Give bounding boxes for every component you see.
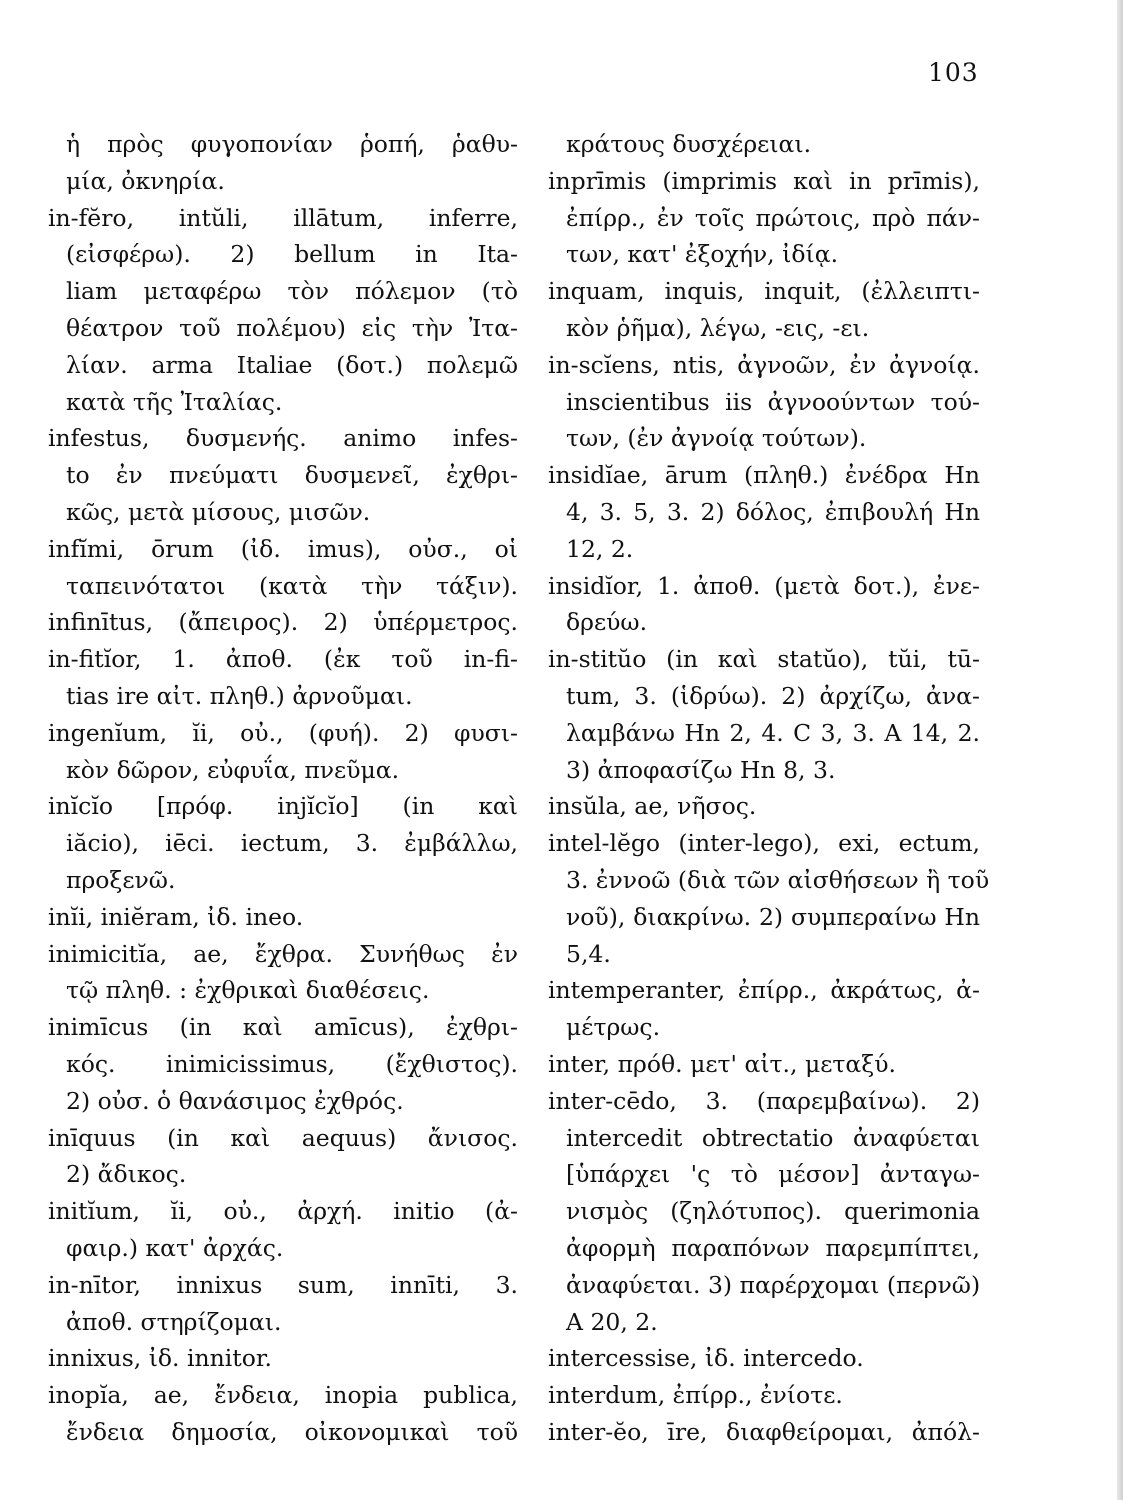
entry-line: λαμβάνω Hn 2, 4. C 3, 3. A 14, 2. [566,718,980,747]
entry-line: ἡ πρὸς φυγοπονίαν ῥοπή, ῥαθυ- [66,130,518,158]
entry-line: intel-lĕgo (inter-lego), exi, ectum, [548,829,980,858]
entry-line: ἀποθ. στηρίζομαι. [66,1307,282,1336]
entry-line: ἀφορμὴ παραπόνων παρεμπίπτει, [566,1233,980,1262]
page-number: 103 [928,58,979,87]
entry-line: inĭcĭo [πρόφ. injĭcĭo] (in καὶ [48,792,518,821]
entry-line: λίαν. arma Italiae (δοτ.) πολεμῶ [66,350,518,379]
entry-line: insidĭae, ārum (πληθ.) ἐνέδρα Hn [548,461,980,490]
entry-line: 2) ἄδικος. [66,1160,187,1189]
entry-line: infĭmi, ōrum (ἰδ. imus), οὐσ., οἱ [48,534,518,563]
entry-line: (εἰσφέρω). 2) bellum in Ita- [66,240,518,269]
entry-line: inter-cēdo, 3. (παρεμβαίνω). 2) [548,1086,980,1115]
entry-line: insidĭor, 1. ἀποθ. (μετὰ δοτ.), ἐνε- [548,571,980,600]
entry-line: κατὰ τῆς Ἰταλίας. [66,387,283,416]
page-edge-shadow [1117,0,1123,1500]
entry-line: inimicitĭa, ae, ἔχθρα. Συνήθως ἐν [48,939,518,968]
entry-line: 5,4. [566,939,611,968]
entry-line: tum, 3. (ἱδρύω). 2) ἀρχίζω, ἀνα- [566,681,980,710]
entry-line: φαιρ.) κατ' ἀρχάς. [66,1233,284,1262]
entry-line: infinītus, (ἄπειρος). 2) ὑπέρμετρος. [48,608,518,637]
entry-line: in-fĕro, intŭli, illātum, inferre, [48,203,518,232]
entry-line: νισμὸς (ζηλότυπος). querimonia [566,1197,980,1226]
entry-line: interdum, ἐπίρρ., ἐνίοτε. [548,1381,843,1410]
entry-line: κράτους δυσχέρειαι. [566,130,812,158]
entry-line: liam μεταφέρω τὸν πόλεμον (τὸ [66,277,518,306]
entry-line: in-stitŭo (in καὶ statŭo), tŭi, tū- [548,645,980,674]
entry-line: in-fitĭor, 1. ἀποθ. (ἐκ τοῦ in-fi- [48,645,518,674]
entry-line: inter-ĕo, īre, διαφθείρομαι, ἀπόλ- [548,1417,980,1446]
entry-line: κός. inimicissimus, (ἔχθιστος). [66,1049,518,1078]
entry-line: ταπεινότατοι (κατὰ τὴν τάξιν). [66,571,518,600]
entry-line: ἀναφύεται. 3) παρέρχομαι (περνῶ) [566,1270,981,1299]
entry-line: inĭi, iniĕram, ἰδ. ineo. [48,902,304,931]
entry-line: νοῦ), διακρίνω. 2) συμπεραίνω Hn [566,902,980,931]
entry-line: κὸν δῶρον, εὐφυΐα, πνεῦμα. [66,755,400,784]
entry-line: 2) οὐσ. ὁ θανάσιμος ἐχθρός. [66,1086,404,1115]
entry-line: 12, 2. [566,534,634,563]
entry-line: to ἐν πνεύματι δυσμενεῖ, ἐχθρι- [66,461,518,490]
entry-line: tias ire αἰτ. πληθ.) ἀρνοῦμαι. [66,681,413,710]
entry-line: initĭum, ĭi, οὐ., ἀρχή. initio (ἀ- [48,1197,518,1226]
entry-line: intercedit obtrectatio ἀναφύεται [566,1123,980,1152]
entry-line: A 20, 2. [566,1307,658,1336]
entry-line: των, κατ' ἐξοχήν, ἰδίᾳ. [566,240,839,269]
right-column [548,126,990,1451]
entry-line: 3. ἐννοῶ (διὰ τῶν αἰσθήσεων ἢ τοῦ [566,865,990,894]
entry-line: inīquus (in καὶ aequus) ἄνισος. [48,1123,518,1152]
entry-line: iăcio), iēci. iectum, 3. ἐμβάλλω, [66,829,518,858]
entry-line: [ὑπάρχει 'ς τὸ μέσον] ἀνταγω- [566,1160,980,1189]
entry-line: ἔνδεια δημοσία, οἰκονομικαὶ τοῦ [66,1417,518,1446]
entry-line: inopĭa, ae, ἔνδεια, inopia publica, [48,1381,518,1410]
entry-line: θέατρον τοῦ πολέμου) εἰς τὴν Ἰτα- [66,313,518,342]
entry-line: μέτρως. [566,1013,661,1042]
entry-line: κὸν ῥῆμα), λέγω, -εις, -ει. [566,313,870,342]
entry-line: ingenĭum, ĭi, οὐ., (φυή). 2) φυσι- [48,718,518,747]
entry-line: intercessise, ἰδ. intercedo. [548,1344,864,1373]
entry-line: inter, πρόθ. μετ' αἰτ., μεταξύ. [548,1049,896,1078]
entry-line: τῷ πληθ. : ἐχθρικαὶ διαθέσεις. [66,976,430,1005]
entry-line: μία, ὀκνηρία. [66,166,225,195]
entry-line: intemperanter, ἐπίρρ., ἀκράτως, ἀ- [548,976,980,1005]
entry-line: inimīcus (in καὶ amīcus), ἐχθρι- [48,1013,518,1042]
entry-line: ἐπίρρ., ἐν τοῖς πρώτοις, πρὸ πάν- [566,203,980,232]
entry-line: in-scĭens, ntis, ἀγνοῶν, ἐν ἀγνοίᾳ. [548,350,980,379]
entry-line: inscientibus iis ἀγνοούντων τού- [566,387,980,416]
entry-line: in-nītor, innixus sum, innīti, 3. [48,1270,518,1299]
entry-line: προξενῶ. [66,865,176,894]
entry-line: infestus, δυσμενής. animo infes- [48,424,518,453]
entry-line: inquam, inquis, inquit, (ἐλλειπτι- [548,277,980,306]
entry-line: 4, 3. 5, 3. 2) δόλος, ἐπιβουλή Hn [566,497,980,526]
entry-line: των, (ἐν ἀγνοίᾳ τούτων). [566,424,867,453]
entry-line: κῶς, μετὰ μίσους, μισῶν. [66,497,371,526]
entry-line: inprīmis (imprimis καὶ in prīmis), [548,166,980,195]
entry-line: innixus, ἰδ. innitor. [48,1344,273,1373]
entry-line: insŭla, ae, νῆσος. [548,792,757,821]
left-column [48,126,518,1451]
entry-line: δρεύω. [566,608,648,637]
entry-line: 3) ἀποφασίζω Hn 8, 3. [566,755,836,784]
